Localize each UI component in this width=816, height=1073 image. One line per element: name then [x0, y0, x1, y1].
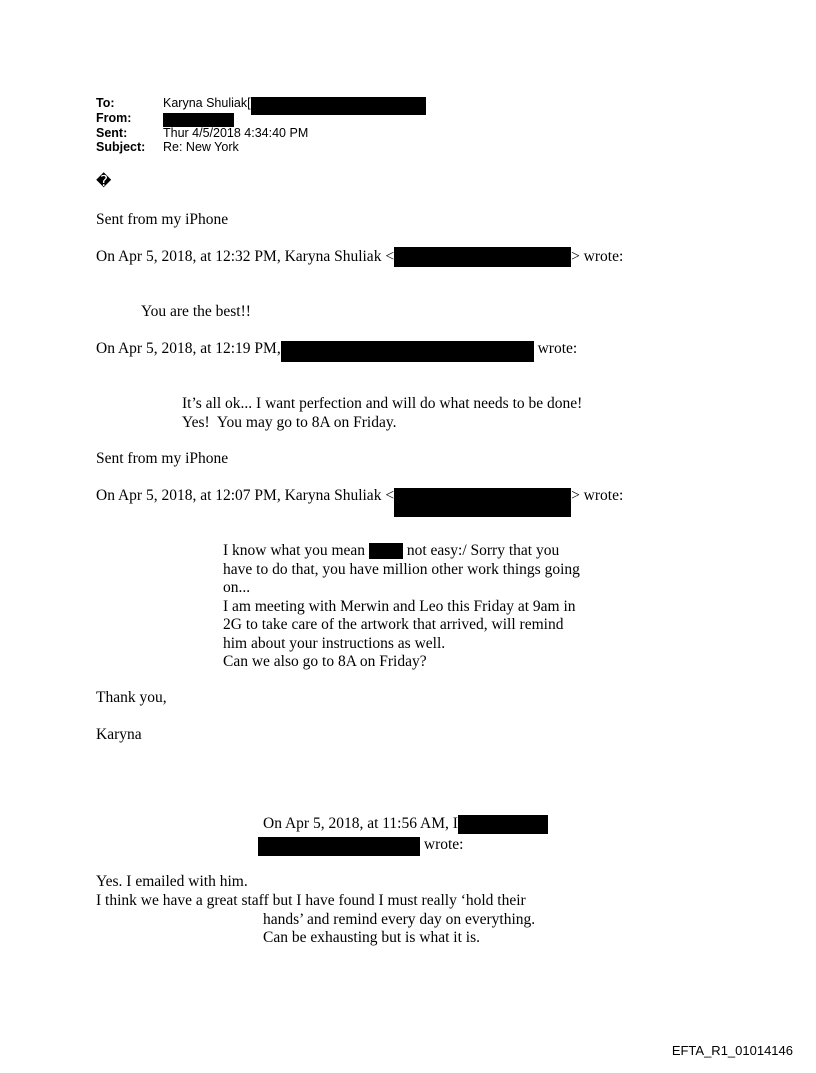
quote-message-1207-line5: 2G to take care of the artwork that arrived, will remind [223, 616, 564, 633]
redaction-bar [369, 543, 403, 559]
sent-label: Sent: [96, 126, 128, 140]
quote-message-1207-line2: have to do that, you have million other work things going [223, 560, 580, 578]
quote-intro-text: On Apr 5, 2018, at 12:32 PM, Karyna Shuliak < [96, 248, 395, 265]
quote-message-1207-line3: on... [223, 579, 251, 596]
quote-message-1207-line7: Can we also go to 8A on Friday? [223, 653, 427, 670]
signature-line: Sent from my iPhone [96, 211, 229, 228]
header-row-from [96, 111, 234, 127]
redaction-bar [258, 837, 420, 856]
header-row-sent [96, 126, 308, 141]
signer-name: Karyna [96, 726, 142, 743]
from-label: From: [96, 111, 132, 125]
quote-intro-text: > wrote: [571, 248, 624, 265]
quote-text: I know what you mean [223, 542, 369, 559]
quote-intro-1219 [96, 340, 577, 362]
subject-value: Re: New York [163, 140, 239, 154]
quote-message-1219-line2: Yes! You may go to 8A on Friday. [182, 413, 397, 431]
signature-line: Sent from my iPhone [96, 450, 229, 467]
quote-intro-text: On Apr 5, 2018, at 12:07 PM, Karyna Shuliak < [96, 487, 395, 504]
quote-message-1232: You are the best!! [141, 303, 251, 320]
quote-intro-1156-line1 [263, 815, 548, 834]
redaction-bar [251, 97, 426, 115]
quote-intro-1156-line2 [258, 836, 463, 856]
replacement-character: � [96, 172, 112, 190]
quote-intro-text: wrote: [533, 340, 578, 357]
sent-value: Thur 4/5/2018 4:34:40 PM [163, 126, 309, 140]
quote-intro-1207 [96, 487, 623, 517]
quote-message-1156-line2: I think we have a great staff but I have found I must really ‘hold their [96, 892, 526, 909]
quote-intro-1232 [96, 247, 623, 267]
header-row-subject [96, 140, 239, 155]
redaction-bar [394, 247, 571, 267]
quote-text: not easy:/ Sorry that you [402, 542, 560, 559]
quote-intro-text: On Apr 5, 2018, at 11:56 AM, I [263, 815, 458, 832]
quote-intro-text: On Apr 5, 2018, at 12:19 PM, [96, 340, 281, 357]
quote-message-1156-line1: Yes. I emailed with him. [96, 873, 248, 890]
quote-message-1207-line4: I am meeting with Merwin and Leo this Friday at 9am in [223, 597, 576, 615]
bates-number: EFTA_R1_01014146 [671, 1043, 793, 1058]
quote-message-1156-line3: hands’ and remind every day on everything. [263, 910, 536, 928]
quote-message-1156-line4: Can be exhausting but is what it is. [263, 929, 480, 946]
redaction-bar [163, 113, 234, 127]
quote-intro-text: wrote: [420, 836, 464, 853]
subject-label: Subject: [96, 140, 146, 154]
quote-message-1207-line1 [223, 542, 559, 561]
quote-intro-text: > wrote: [571, 487, 624, 504]
redaction-bar [394, 488, 571, 517]
redaction-bar [281, 341, 534, 362]
to-label: To: [96, 96, 115, 110]
quote-message-1207-line6: him about your instructions as well. [223, 634, 446, 652]
quote-message-1219-line1: It’s all ok... I want perfection and will do what needs to be done! [182, 395, 583, 412]
redaction-bar [458, 815, 548, 834]
to-value: Karyna Shuliak[ [163, 96, 251, 110]
closing-line: Thank you, [96, 689, 167, 706]
